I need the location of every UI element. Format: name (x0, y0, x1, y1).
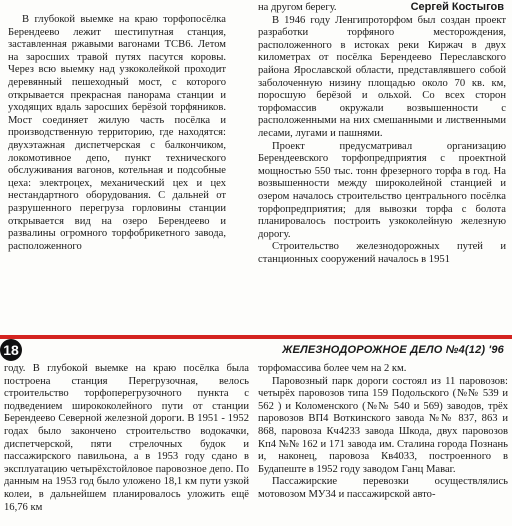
author-name: Сергей Костыгов (410, 1, 504, 13)
paragraph: на другом берегу. (258, 2, 337, 13)
paragraph: Проект предусматривал организацию Берендеевского торфопредприятия с проектной мощностью 550 тыс. тонн фрезерного торфа в год. На возвышенности между широколейной станцией и озером началось строительство центрального посёлка торфопредприятия; для вывозки торфа с болота планировалось построить узкоколейную железную дорогу. (258, 140, 509, 240)
paragraph: Паровозный парк дороги состоял из 11 паровозов: четырёх паровозов типа 159 Подольского (№№ 539 и 562 ) и Коломенского (№№ 540 и 569) заводов, трёх паровозов ВП4 Воткинского завода №№ 837, 863 и 868, паровоза Кч4233 завода Шкода, двух паровозов Кп4 №№ 162 и 171 завода им. Сталина города Познань и, наконец, паровоза Кв4033, построенного в Будапеште в 1952 году заводом Ганц Маваг. (258, 375, 511, 475)
journal-header: ЖЕЛЕЗНОДОРОЖНОЕ ДЕЛО №4(12) '96 (282, 344, 504, 356)
paragraph: В 1946 году Ленгипроторфом был создан проект разработки торфяного месторождения, расположенного в истоках реки Киржач в двух километрах от посёлка Берендеево Переславского района Ярославской области, представлявшего собой заболоченную низину площадью около 70 кв. км, поросшую берёзой и ольхой. Со всех сторон торфомассив окружали возвышенности с расположенными на них смешанными и лиственными лесами, лугами и пашнями. (258, 14, 509, 139)
paragraph: торфомассива более чем на 2 км. (258, 363, 407, 374)
paragraph: В глубокой выемке на краю торфопосёлка Берендеево лежит шестипутная станция, заставленная ржавыми вагонами ТСВ6. Летом на заросших травой путях пасутся коровы. Через всю выемку над узкоколейкой проходит деревянный пешеходный мост, с которого открывается прекрасная панорама станции и уходящих вдаль заросших берёзой торфяников. Мост соединяет жилую часть посёлка и производственную территорию, где находятся: двухэтажная диспетчерская с балкончиком, локомотивное депо, пункт технического обслуживания вагонов, котельная и подсобные цеха: электроцех, механический цех и цех нестандартного оборудования. С дальней от разрушенного перегруза горловины станции открывается вид на озеро Берендеево и развалины огромного торфобрикетного завода, расположенного (8, 14, 229, 252)
top-left-column (8, 14, 229, 253)
red-divider (0, 335, 512, 339)
bottom-right-column (258, 363, 511, 502)
top-right-column (258, 2, 509, 266)
page-number-badge: 18 (0, 339, 22, 361)
paragraph: Пассажирские перевозки осуществлялись мотовозом МУ34 и пассажирской авто- (258, 476, 511, 500)
paragraph: Строительство железнодорожных путей и станционных сооружений началось в 1951 (258, 241, 509, 265)
bottom-left-column (4, 363, 252, 514)
paragraph: году. В глубокой выемке на краю посёлка была построена станция Перегрузочная, велось строительство торфоперегрузочного пункта с подведением ширококолейного пути от станции Берендеево Северной железной дороги. В 1951 - 1952 годах было закончено строительство водокачки, диспетчерской, пяти стрелочных будок и пассажирского павильона, а в 1953 году сдано в эксплуатацию четырёхстойловое паровозное депо. По данным на 1953 год было уложено 18,1 км пути узкой колеи, в дальнейшем планировалось уложить ещё 16,76 км (4, 363, 252, 513)
